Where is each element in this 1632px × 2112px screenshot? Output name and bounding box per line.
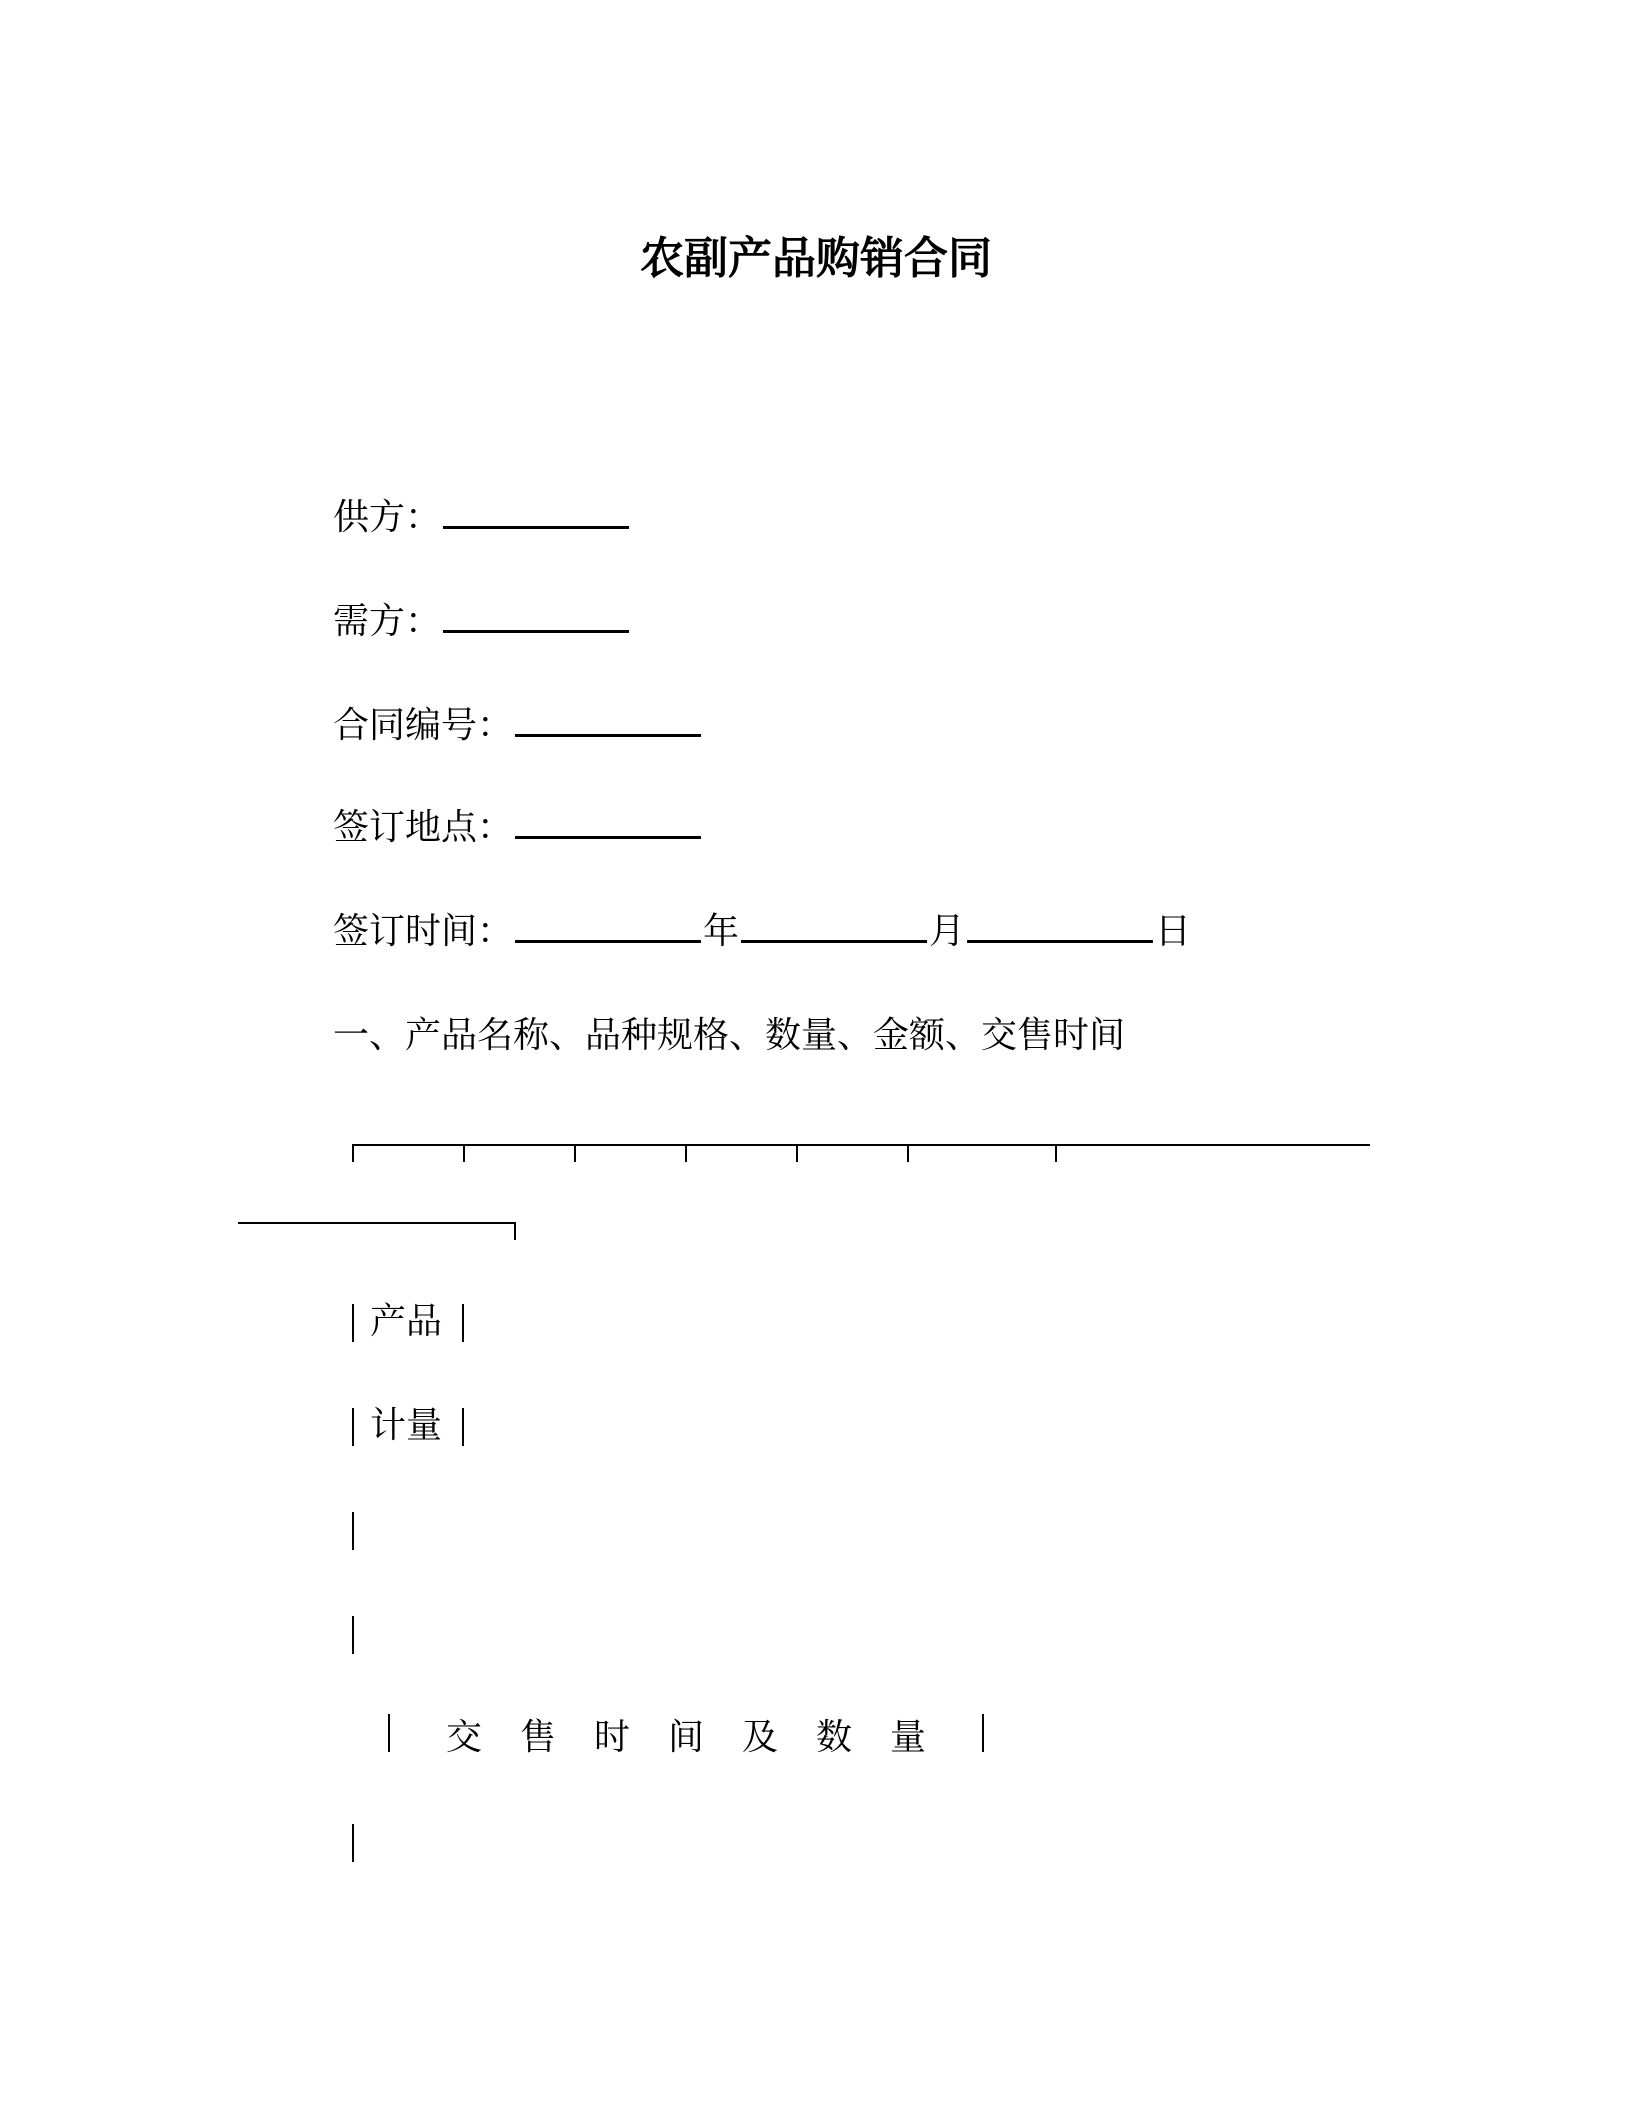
- table-top-tick: [685, 1144, 687, 1162]
- col-product: 产品: [370, 1301, 443, 1342]
- month-suffix: 月: [929, 911, 966, 952]
- bar-right: [462, 1304, 464, 1342]
- bar-left: [352, 1512, 354, 1550]
- bar-left: [352, 1616, 354, 1654]
- bar-right: [982, 1714, 984, 1752]
- bar-left: [388, 1714, 390, 1752]
- contract-title: 农副产品购销合同: [640, 233, 992, 284]
- field-day-blank[interactable]: [967, 910, 1153, 943]
- field-supplier-label: 供方：: [333, 497, 442, 538]
- table-top-tick: [907, 1144, 909, 1162]
- table-top-tick: [352, 1144, 354, 1162]
- field-contract-number-label: 合同编号：: [333, 705, 514, 746]
- bar-right: [462, 1408, 464, 1446]
- field-signing-place-label: 签订地点：: [333, 807, 514, 848]
- table-top-tick: [574, 1144, 576, 1162]
- section1-heading: 一、产品名称、品种规格、数量、金额、交售时间: [333, 1015, 1126, 1056]
- year-suffix: 年: [703, 911, 740, 952]
- field-contract-number: [333, 704, 703, 748]
- table-top-border: [352, 1144, 1370, 1146]
- bar-left: [352, 1408, 354, 1446]
- field-signing-date: [333, 910, 1191, 954]
- field-buyer-label: 需方：: [333, 601, 442, 642]
- field-year-blank[interactable]: [515, 910, 701, 943]
- field-signing-place: [333, 806, 703, 850]
- field-contract-number-blank[interactable]: [515, 704, 701, 737]
- table-top-corner: [514, 1222, 516, 1240]
- col-unit: 计量: [370, 1405, 443, 1446]
- bar-left: [352, 1304, 354, 1342]
- bar-left: [352, 1824, 354, 1862]
- field-buyer: [333, 600, 631, 644]
- field-buyer-blank[interactable]: [443, 600, 629, 633]
- table-top-tick: [463, 1144, 465, 1162]
- field-signing-date-label: 签订时间：: [333, 911, 514, 952]
- field-supplier-blank[interactable]: [443, 496, 629, 529]
- col-delivery: 交售时间及数量: [446, 1717, 965, 1758]
- field-supplier: [333, 496, 631, 540]
- day-suffix: 日: [1155, 911, 1192, 952]
- field-month-blank[interactable]: [741, 910, 927, 943]
- table-top-tick: [796, 1144, 798, 1162]
- field-signing-place-blank[interactable]: [515, 806, 701, 839]
- table-top-tick: [1055, 1144, 1057, 1162]
- table-top-border-continued: [238, 1222, 516, 1224]
